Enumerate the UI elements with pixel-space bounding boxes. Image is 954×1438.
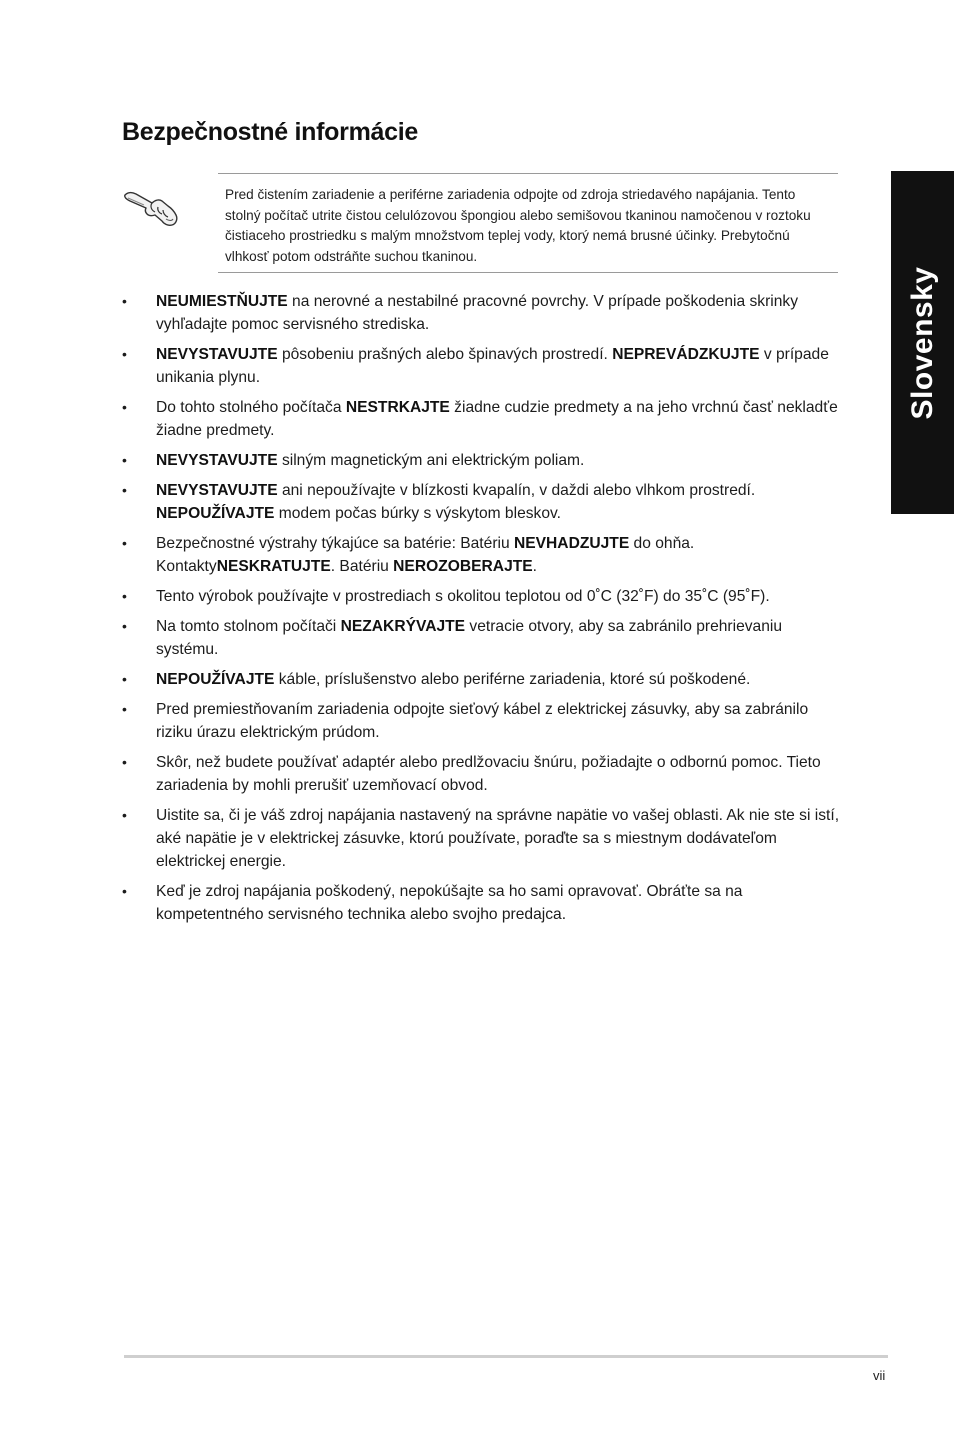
safety-bullet-item xyxy=(120,698,840,744)
bullet-emphasis: NEROZOBERAJTE xyxy=(393,558,533,575)
safety-bullet-item xyxy=(120,668,840,691)
bullet-text: Skôr, než budete používať adaptér alebo predlžovaciu šnúru, požiadajte o odbornú pomoc. Tieto zariadenia by mohli prerušiť uzemňovací obvod. xyxy=(156,754,821,794)
bullet-text: . xyxy=(532,558,538,575)
bullet-text: Tento výrobok používajte v prostrediach s okolitou teplotou od 0˚C (32˚F) do 35˚C (95˚F). xyxy=(156,588,770,605)
page-number: vii xyxy=(873,1368,886,1383)
bullet-text: vetracie otvory, aby sa zabránilo prehrievaniu systému. xyxy=(156,618,783,658)
bullet-text: do ohňa. Kontakty xyxy=(156,535,695,575)
bullet-emphasis: NEPREVÁDZKUJTE xyxy=(612,346,760,363)
bullet-emphasis: NEVYSTAVUJTE xyxy=(156,452,278,469)
bullet-emphasis: NESKRATUJTE xyxy=(216,558,331,575)
safety-bullet-item xyxy=(120,449,840,472)
pointing-hand-icon xyxy=(122,183,180,231)
bullet-text: Do tohto stolného počítača xyxy=(156,399,346,416)
bullet-dot-icon: • xyxy=(122,754,127,770)
bullet-text: žiadne cudzie predmety a na jeho vrchnú časť nekladťe žiadne predmety. xyxy=(156,399,838,439)
safety-bullet-item xyxy=(120,751,840,797)
bullet-text: Uistite sa, či je váš zdroj napájania nastavený na správne napätie vo vašej oblasti. Ak nie ste si istí, aké napätie je v elektrickej zásuvke, ktorú používate, poraďte sa s miestnym dodávateľom elektrickej energie. xyxy=(156,807,840,870)
bullet-emphasis: NEVYSTAVUJTE xyxy=(156,482,278,499)
safety-bullet-item xyxy=(120,880,840,926)
bullet-text: Bezpečnostné výstrahy týkajúce sa batérie: Batériu xyxy=(156,535,514,552)
footer-divider xyxy=(124,1355,888,1358)
bullet-dot-icon: • xyxy=(122,588,127,604)
safety-bullet-item xyxy=(120,532,840,578)
bullet-text: modem počas búrky s výskytom bleskov. xyxy=(274,505,561,522)
bullet-emphasis: NEVYSTAVUJTE xyxy=(156,346,278,363)
safety-bullet-item xyxy=(120,479,840,525)
bullet-dot-icon: • xyxy=(122,807,127,823)
safety-bullet-item xyxy=(120,290,840,336)
bullet-text: v prípade unikania plynu. xyxy=(156,346,829,386)
bullet-dot-icon: • xyxy=(122,399,127,415)
bullet-text: pôsobeniu prašných alebo špinavých prostredí. xyxy=(277,346,613,363)
bullet-text: ani nepoužívajte v blízkosti kvapalín, v daždi alebo vlhkom prostredí. xyxy=(277,482,756,499)
bullet-text: Pred premiestňovaním zariadenia odpojte sieťový kábel z elektrickej zásuvky, aby sa zabránilo riziku úrazu elektrickým prúdom. xyxy=(156,701,809,741)
bullet-emphasis: NEPOUŽÍVAJTE xyxy=(156,671,275,688)
page-title: Bezpečnostné informácie xyxy=(122,118,418,146)
bullet-emphasis: NEUMIESTŇUJTE xyxy=(156,293,288,310)
language-tab xyxy=(891,171,954,514)
safety-bullet-item xyxy=(120,804,840,873)
safety-bullet-item xyxy=(120,343,840,389)
bullet-text: káble, príslušenstvo alebo periférne zariadenia, ktoré sú poškodené. xyxy=(274,671,751,688)
bullet-dot-icon: • xyxy=(122,482,127,498)
bullet-text: Keď je zdroj napájania poškodený, nepokúšajte sa ho sami opravovať. Obráťte sa na kompetentného servisného technika alebo svojho predajca. xyxy=(156,883,743,923)
safety-bullet-item xyxy=(120,585,840,608)
bullet-dot-icon: • xyxy=(122,618,127,634)
bullet-dot-icon: • xyxy=(122,346,127,362)
bullet-dot-icon: • xyxy=(122,671,127,687)
bullet-dot-icon: • xyxy=(122,883,127,899)
bullet-emphasis: NEVHADZUJTE xyxy=(513,535,630,552)
note-box xyxy=(218,173,838,273)
note-text: Pred čistením zariadenie a periférne zariadenia odpojte od zdroja striedavého napájania. Tento stolný počítač utrite čistou celulózovou špongiou alebo semišovou tkaninou namočenou v roztoku čistiaceho prostriedku s malým množstvom teplej vody, ktorý nemá brusné účinky. Prebytočnú vlhkosť potom odstráňte suchou tkaninou. xyxy=(225,187,811,264)
safety-bullet-item xyxy=(120,615,840,661)
bullet-dot-icon: • xyxy=(122,452,127,468)
bullet-emphasis: NESTRKAJTE xyxy=(345,399,450,416)
language-tab-label: Slovensky xyxy=(905,266,939,419)
bullet-text: . Batériu xyxy=(330,558,394,575)
bullet-emphasis: NEPOUŽÍVAJTE xyxy=(156,505,275,522)
safety-bullet-list xyxy=(120,290,840,933)
bullet-dot-icon: • xyxy=(122,293,127,309)
bullet-dot-icon: • xyxy=(122,701,127,717)
bullet-emphasis: NEZAKRÝVAJTE xyxy=(340,618,466,635)
bullet-dot-icon: • xyxy=(122,535,127,551)
safety-bullet-item xyxy=(120,396,840,442)
bullet-text: na nerovné a nestabilné pracovné povrchy. V prípade poškodenia skrinky vyhľadajte pomoc servisného strediska. xyxy=(156,293,798,333)
bullet-text: Na tomto stolnom počítači xyxy=(156,618,341,635)
bullet-text: silným magnetickým ani elektrickým poliam. xyxy=(277,452,585,469)
